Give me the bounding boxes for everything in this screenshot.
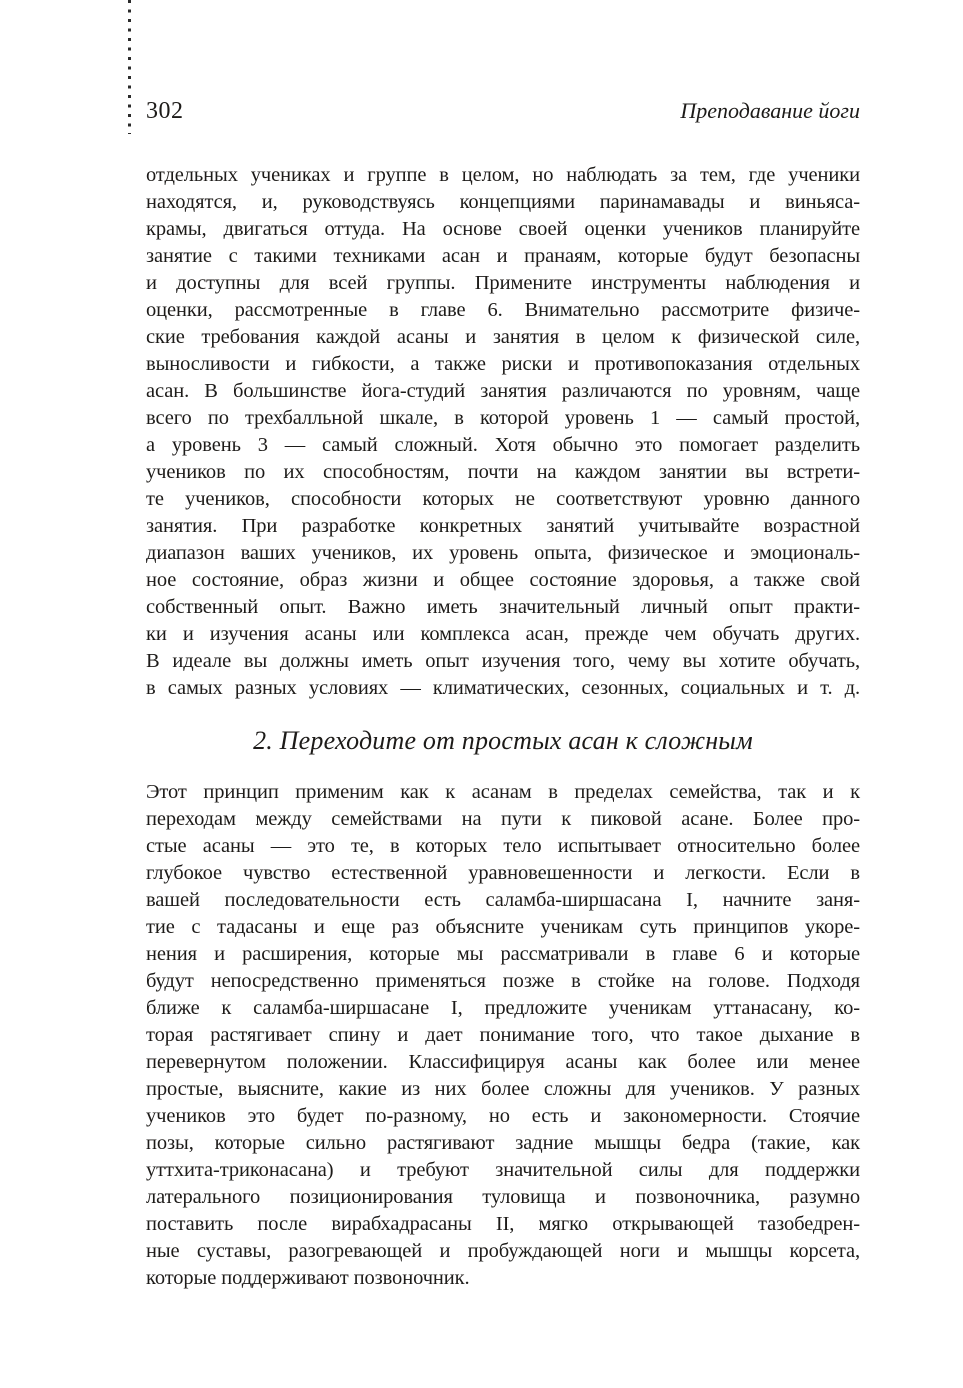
text-line: ки и изучения асаны или комплекса асан, прежде чем обучать других. — [146, 623, 860, 645]
text-line: учеников это будет по-разному, но есть и закономерности. Стоячие — [146, 1105, 860, 1127]
text-line: перевернутом положении. Классифицируя асаны как более или менее — [146, 1051, 860, 1073]
text-line: Этот принцип применим как к асанам в пределах семейства, так и к — [146, 781, 860, 803]
text-line: в самых разных условиях — климатических, сезонных, социальных и т. д. — [146, 677, 860, 699]
text-line: простые, выясните, какие из них более сложны для учеников. У разных — [146, 1078, 860, 1100]
running-head: Преподавание йоги — [680, 98, 860, 123]
text-line: уттхита-триконасана) и требуют значительной силы для поддержки — [146, 1159, 860, 1181]
text-line: поставить после вирабхадрасаны II, мягко открывающей тазобедрен- — [146, 1213, 860, 1235]
page-header — [146, 98, 860, 128]
text-line: отдельных учениках и группе в целом, но наблюдать за тем, где ученики — [146, 164, 860, 186]
text-line: позы, которые сильно растягивают задние мышцы бедра (такие, как — [146, 1132, 860, 1154]
text-line: крамы, двигаться оттуда. На основе своей оценки учеников планируйте — [146, 218, 860, 240]
text-line: занятие с такими техниками асан и пранаям, которые будут безопасны — [146, 245, 860, 267]
text-line: занятия. При разработке конкретных занятий учитывайте возрастной — [146, 515, 860, 537]
text-line: переходам между семействами на пути к пиковой асане. Более про- — [146, 808, 860, 830]
text-line: всего по трехбалльной шкале, в которой уровень 1 — самый простой, — [146, 407, 860, 429]
text-line: которые поддерживают позвоночник. — [146, 1267, 470, 1289]
text-line: ские требования каждой асаны и занятия в целом к физической силе, — [146, 326, 860, 348]
text-line: вашей последовательности есть саламба-ширшасана I, начните заня- — [146, 889, 860, 911]
text-line: глубокое чувство естественной уравновешенности и легкости. Если в — [146, 862, 860, 884]
section-heading: 2. Переходите от простых асан к сложным — [253, 725, 753, 755]
body-text — [146, 162, 860, 1292]
paragraph-2 — [146, 779, 860, 1292]
text-line: В идеале вы должны иметь опыт изучения того, чему вы хотите обучать, — [146, 650, 860, 672]
text-line: тие с тадасаны и еще раз объясните ученикам суть принципов укоре- — [146, 916, 860, 938]
text-line: те учеников, способности которых не соответствуют уровню данного — [146, 488, 860, 510]
text-line: ные суставы, разогревающей и пробуждающей ноги и мышцы корсета, — [146, 1240, 860, 1262]
text-line: оценки, рассмотренные в главе 6. Внимательно рассмотрите физиче- — [146, 299, 860, 321]
text-line: асан. В большинстве йога-студий занятия различаются по уровням, чаще — [146, 380, 860, 402]
text-line: ное состояние, образ жизни и общее состояние здоровья, а также свой — [146, 569, 860, 591]
text-line: находятся, и, руководствуясь концепциями паринамавады и виньяса- — [146, 191, 860, 213]
text-line: торая растягивает спину и дает понимание того, что такое дыхание в — [146, 1024, 860, 1046]
text-line: и доступны для всей группы. Примените инструменты наблюдения и — [146, 272, 860, 294]
text-line: диапазон ваших учеников, их уровень опыта, физическое и эмоциональ- — [146, 542, 860, 564]
text-line: ближе к саламба-ширшасане I, предложите ученикам уттанасану, ко- — [146, 997, 860, 1019]
text-line: нения и расширения, которые мы рассматривали в главе 6 и которые — [146, 943, 860, 965]
text-line: собственный опыт. Важно иметь значительный личный опыт практи- — [146, 596, 860, 618]
text-line: латерального позиционирования туловища и позвоночника, разумно — [146, 1186, 860, 1208]
margin-dotted-rule — [128, 0, 131, 134]
page-number: 302 — [146, 98, 184, 124]
text-line: а уровень 3 — самый сложный. Хотя обычно это помогает разделить — [146, 434, 860, 456]
paragraph-1 — [146, 162, 860, 702]
text-line: будут непосредственно применяться позже в стойке на голове. Подходя — [146, 970, 860, 992]
text-line: стые асаны — это те, в которых тело испытывает относительно более — [146, 835, 860, 857]
text-line: учеников по их способностям, почти на каждом занятии вы встрети- — [146, 461, 860, 483]
text-line: выносливости и гибкости, а также риски и противопоказания отдельных — [146, 353, 860, 375]
